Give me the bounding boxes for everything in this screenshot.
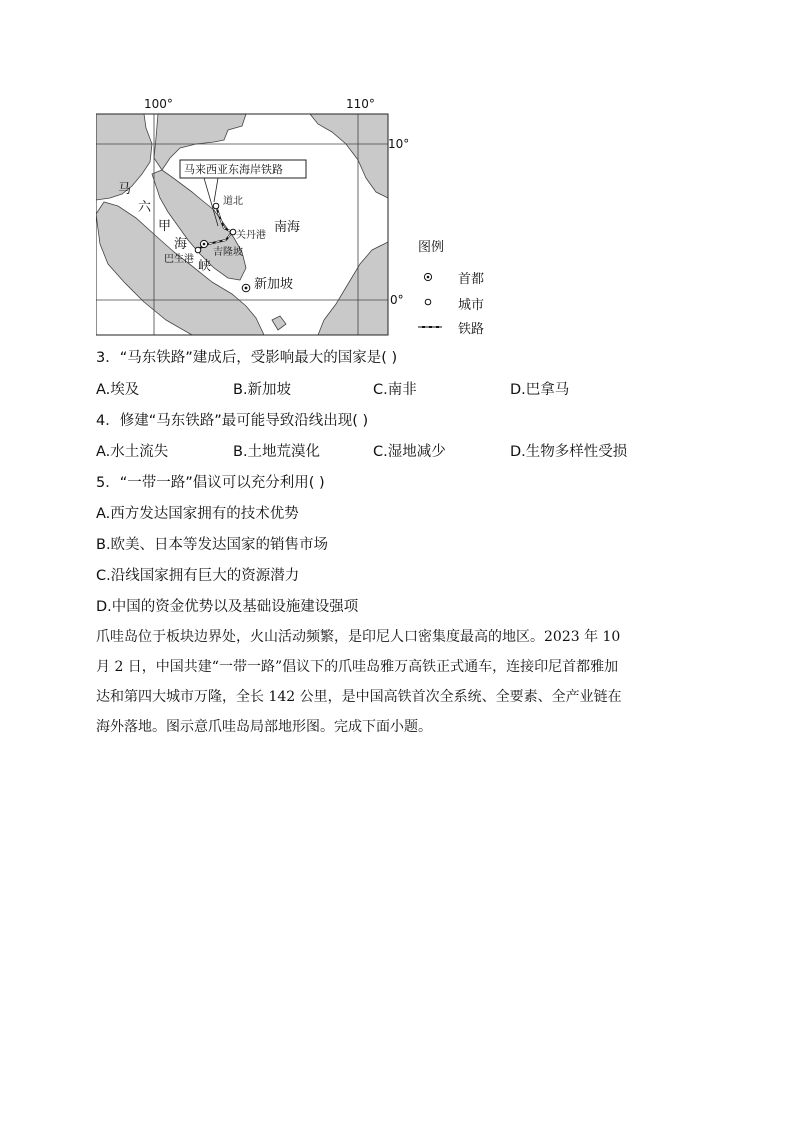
question-4-option-d[interactable]: D.生物多样性受损 [510, 444, 628, 460]
lat-label-0: 0° [390, 293, 404, 307]
passage-line: 爪哇岛位于板块边界处，火山活动频繁，是印尼人口密集度最高的地区。2023 年 10 [96, 629, 621, 645]
passage-line: 达和第四大城市万隆，全长 142 公里，是中国高铁首次全系统、全要素、全产业链在 [96, 689, 622, 705]
malaysia-railway-map [96, 94, 436, 339]
question-5-stem: 5．“一带一路”倡议可以充分利用( ) [96, 475, 325, 491]
city-singapore-dot [245, 287, 248, 290]
city-tumpat-label: 道北 [223, 196, 243, 207]
lon-label-110: 110° [346, 97, 375, 111]
question-5-option-c[interactable]: C.沿线国家拥有巨大的资源潜力 [96, 568, 300, 584]
railway-label: 马来西亚东海岸铁路 [184, 163, 283, 176]
java-passage [96, 622, 696, 742]
question-4-option-c[interactable]: C.湿地减少 [373, 444, 446, 460]
passage-line: 海外落地。图示意爪哇岛局部地形图。完成下面小题。 [96, 719, 432, 735]
city-port-klang-label: 巴生港 [164, 254, 194, 265]
legend-label-capital: 首都 [458, 272, 485, 287]
strait-char-4: 海 [174, 237, 188, 252]
question-3-option-a[interactable]: A.埃及 [96, 382, 140, 398]
railway-icon [418, 318, 442, 336]
lat-label-10: 10° [388, 137, 410, 151]
passage-line: 月 2 日，中国共建“一带一路”倡议下的爪哇岛雅万高铁正式通车，连接印尼首都雅加 [96, 659, 619, 675]
legend-title: 图例 [418, 240, 445, 255]
question-4-stem: 4．修建“马东铁路”最可能导致沿线出现( ) [96, 413, 369, 429]
question-3-option-d[interactable]: D.巴拿马 [510, 382, 570, 398]
question-4-option-a[interactable]: A.水土流失 [96, 444, 169, 460]
question-5-option-a[interactable]: A.西方发达国家拥有的技术优势 [96, 506, 299, 522]
city-tumpat-marker [213, 203, 219, 209]
lon-label-100: 100° [144, 97, 173, 111]
question-4-option-b[interactable]: B.土地荒漠化 [233, 444, 321, 460]
city-singapore-label: 新加坡 [254, 277, 294, 292]
question-3-stem: 3．“马东铁路”建成后，受影响最大的国家是( ) [96, 350, 398, 366]
legend-label-city: 城市 [458, 298, 485, 313]
legend-row-railway [418, 318, 518, 336]
legend-row-capital [418, 268, 518, 286]
sea-label: 南海 [274, 220, 301, 235]
city-icon [418, 294, 442, 312]
question-3-option-b[interactable]: B.新加坡 [233, 382, 292, 398]
legend-row-city [418, 294, 518, 312]
city-port-klang-marker [195, 247, 201, 253]
city-kuantan-label: 关丹港 [236, 230, 266, 241]
strait-char-2: 六 [138, 200, 152, 215]
strait-char-3: 甲 [158, 219, 172, 234]
legend-label-railway: 铁路 [458, 322, 485, 337]
question-3-option-c[interactable]: C.南非 [373, 382, 417, 398]
strait-char-1: 马 [118, 182, 132, 197]
map-figure [96, 94, 436, 339]
question-5-option-b[interactable]: B.欧美、日本等发达国家的销售市场 [96, 537, 329, 553]
question-5-option-d[interactable]: D.中国的资金优势以及基础设施建设强项 [96, 599, 359, 615]
city-kuala-lumpur-dot [203, 243, 206, 246]
strait-char-5: 峡 [198, 259, 212, 274]
capital-icon [418, 268, 442, 286]
city-kuala-lumpur-label: 吉隆坡 [213, 247, 243, 258]
city-kuantan-marker [230, 229, 236, 235]
